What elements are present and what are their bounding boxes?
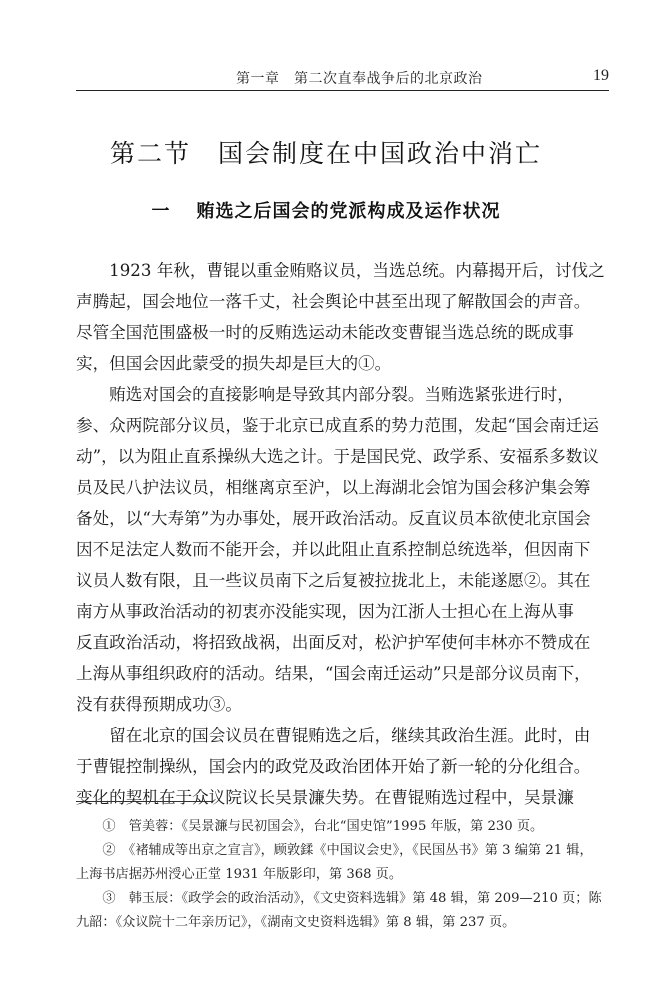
body-line: 留在北京的国会议员在曹锟贿选之后，继续其政治生涯。此时，由 — [76, 726, 591, 745]
body-line: 动”，以为阻止直系操纵大选之计。于是国民党、政学系、安福系多数议 — [76, 447, 599, 466]
body-line: 参、众两院部分议员，鉴于北京已成直系的势力范围，发起“国会南迁运 — [76, 416, 599, 435]
body-line: 南方从事政治活动的初衷亦没能实现，因为江浙人士担心在上海从事 — [76, 602, 574, 621]
footnote-line: ① 管美蓉：《吴景濂与民初国会》，台北“国史馆”1995 年版，第 230 页。 — [76, 819, 544, 834]
subsection-heading — [0, 197, 652, 223]
section-title: 第二节 国会制度在中国政治中消亡 — [109, 139, 542, 168]
body-line: 员及民八护法议员，相继离京至沪，以上海湖北会馆为国会移沪集会筹 — [76, 478, 591, 497]
body-line: 议员人数有限，且一些议员南下之后复被拉拢北上，未能遂愿②。其在 — [76, 571, 591, 590]
body-line: 声腾起，国会地位一落千丈，社会舆论中甚至出现了解散国会的声音。 — [76, 292, 591, 311]
body-line: 反直政治活动，将招致战祸，出面反对，松沪护军使何丰林亦不赞成在 — [76, 633, 591, 652]
subsection-title: 贿选之后国会的党派构成及运作状况 — [196, 201, 501, 222]
body-line: 备处，以“大寿第”为办事处，展开政治活动。反直议员本欲使北京国会 — [76, 509, 591, 528]
footnote-line: ③ 韩玉辰：《政学会的政治活动》，《文史资料选辑》第 48 辑，第 209—210 页；陈 — [76, 891, 602, 906]
running-header — [76, 66, 609, 91]
footnote-divider — [76, 801, 212, 802]
footnote-line: 九韶：《众议院十二年亲历记》，《湖南文史资料选辑》第 8 辑，第 237 页。 — [76, 915, 516, 930]
body-line: 尽管全国范围盛极一时的反贿选运动未能改变曹锟当选总统的既成事 — [76, 323, 574, 342]
body-line: 1923 年秋，曹锟以重金贿赂议员，当选总统。内幕揭开后，讨伐之 — [76, 261, 605, 280]
body-line: 贿选对国会的直接影响是导致其内部分裂。当贿选紧张进行时， — [76, 385, 574, 404]
footnotes — [76, 815, 621, 935]
page-number: 19 — [593, 67, 609, 84]
body-line: 实，但国会因此蒙受的损失却是巨大的①。 — [76, 354, 392, 373]
subsection-number: 一 — [151, 201, 171, 222]
body-line: 没有获得预期成功③。 — [76, 695, 242, 714]
footnote-line: 上海书店据苏州涭心正堂 1931 年版影印，第 368 页。 — [76, 867, 403, 882]
body-line: 于曹锟控制操纵，国会内的政党及政治团体开始了新一轮的分化组合。 — [76, 757, 591, 776]
body-text — [76, 255, 621, 813]
body-line: 变化的契机在于众议院议长吴景濂失势。在曹锟贿选过程中，吴景濂 — [76, 788, 574, 807]
running-title: 第一章 第二次直奉战争后的北京政治 — [236, 71, 483, 87]
footnote-line: ② 《褚辅成等出京之宣言》，顾敦鍒《中国议会史》，《民国丛书》第 3 编第 21 辑， — [76, 843, 593, 858]
body-line: 上海从事组织政府的活动。结果，“国会南迁运动”只是部分议员南下， — [76, 664, 591, 683]
body-line: 因不足法定人数而不能开会，并以此阻止直系控制总统选举，但因南下 — [76, 540, 591, 559]
